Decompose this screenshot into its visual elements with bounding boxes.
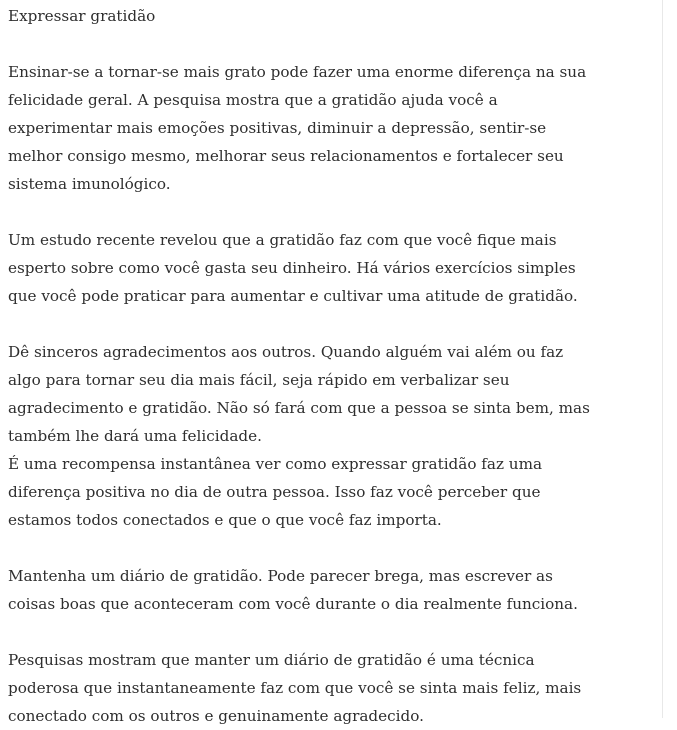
paragraph-line: coisas boas que aconteceram com você durante o dia realmente funciona. — [8, 595, 578, 613]
paragraph-line: diferença positiva no dia de outra pessoa. Isso faz você perceber que — [8, 483, 541, 501]
paragraph-line: esperto sobre como você gasta seu dinheiro. Há vários exercícios simples — [8, 259, 576, 277]
paragraph-line: felicidade geral. A pesquisa mostra que a gratidão ajuda você a — [8, 91, 498, 109]
paragraph — [8, 226, 658, 310]
paragraph-line: Ensinar-se a tornar-se mais grato pode fazer uma enorme diferença na sua — [8, 63, 587, 81]
paragraph-line: Um estudo recente revelou que a gratidão faz com que você fique mais — [8, 231, 557, 249]
paragraph-line: Mantenha um diário de gratidão. Pode parecer brega, mas escrever as — [8, 567, 553, 585]
paragraph — [8, 646, 658, 730]
paragraph-line: poderosa que instantaneamente faz com que você se sinta mais feliz, mais — [8, 679, 582, 697]
paragraph-line: Pesquisas mostram que manter um diário de gratidão é uma técnica — [8, 651, 535, 669]
article-title: Expressar gratidão — [8, 7, 156, 25]
article — [8, 2, 658, 730]
article-body — [8, 30, 658, 730]
paragraph-spacer — [8, 198, 658, 226]
paragraph-line: Dê sinceros agradecimentos aos outros. Quando alguém vai além ou faz — [8, 343, 564, 361]
paragraph-line: melhor consigo mesmo, melhorar seus relacionamentos e fortalecer seu — [8, 147, 564, 165]
paragraph-line: que você pode praticar para aumentar e cultivar uma atitude de gratidão. — [8, 287, 578, 305]
paragraph-line: agradecimento e gratidão. Não só fará com que a pessoa se sinta bem, mas — [8, 399, 590, 417]
paragraph-line: sistema imunológico. — [8, 175, 171, 193]
paragraph-line: estamos todos conectados e que o que você faz importa. — [8, 511, 442, 529]
paragraph-line: É uma recompensa instantânea ver como expressar gratidão faz uma — [8, 455, 543, 473]
paragraph-line: algo para tornar seu dia mais fácil, seja rápido em verbalizar seu — [8, 371, 510, 389]
paragraph-spacer — [8, 618, 658, 646]
paragraph-line: experimentar mais emoções positivas, diminuir a depressão, sentir-se — [8, 119, 547, 137]
scrollbar-track[interactable] — [662, 0, 663, 718]
paragraph — [8, 562, 658, 618]
paragraph-spacer — [8, 310, 658, 338]
paragraph-line: também lhe dará uma felicidade. — [8, 427, 262, 445]
paragraph-line: conectado com os outros e genuinamente agradecido. — [8, 707, 424, 725]
paragraph-spacer — [8, 30, 658, 58]
paragraph — [8, 58, 658, 198]
paragraph-spacer — [8, 534, 658, 562]
paragraph — [8, 338, 658, 534]
